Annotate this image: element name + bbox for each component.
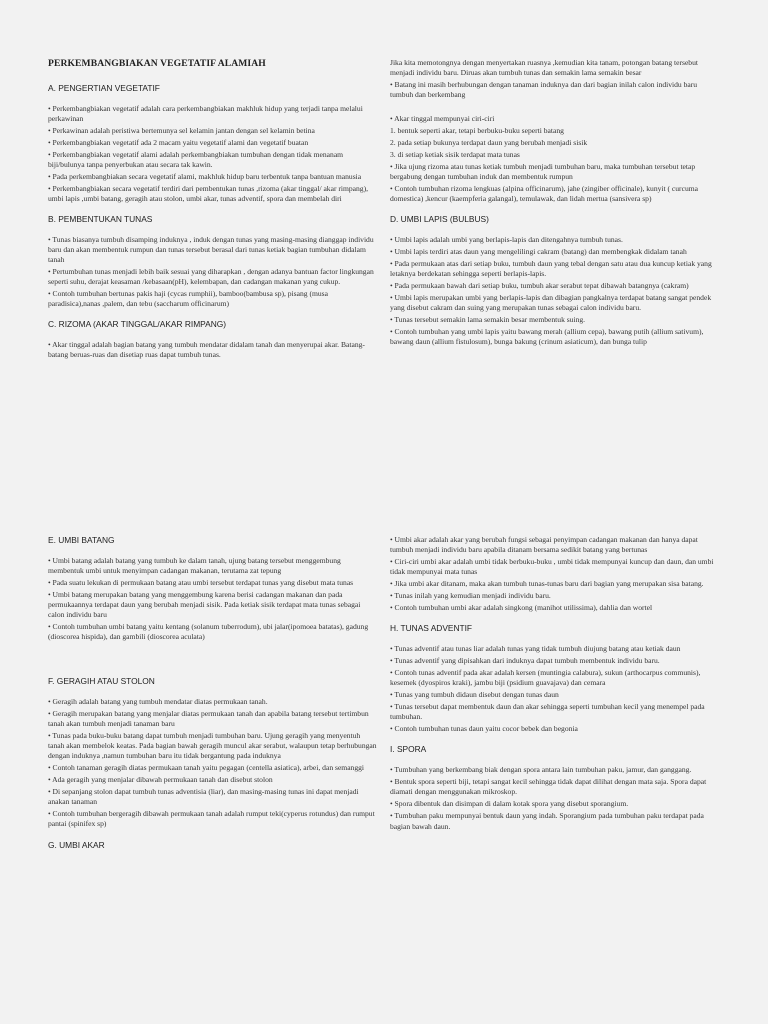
paragraph: • Tunas biasanya tumbuh disamping induknya , induk dengan tunas yang masing-masing dianggap individu baru dan akan membentuk rumpun dan tunas tersebut berasal dari tunas ketiak bagian tumbuhan didalam tanah xyxy=(48,234,374,265)
paragraph: • Umbi lapis terdiri atas daun yang mengelilingi cakram (batang) dan membengkak didalam tanah xyxy=(390,247,687,257)
paragraph: • Pertumbuhan tunas menjadi lebih baik sesuai yang diharapkan , dengan adanya bantuan factor lingkungan seperti suhu, derajat keasaman /kebasaan(pH), kelembapan, dan cadangan makanan yang cukup. xyxy=(48,267,374,287)
paragraph: • Contoh tanaman geragih diatas permukaan tanah yaitu pegagan (centella asiatica), arbei, dan semanggi xyxy=(48,763,365,773)
document-title: PERKEMBANGBIAKAN VEGETATIF ALAMIAH xyxy=(48,58,266,69)
paragraph: • Umbi batang merupakan batang yang menggembung karena berisi cadangan makanan dan pada permukaannya terdapat daun yang berubah menjadi sisik. Pada ketiak sisik terdapat mata tunas sebagai calon individu baru xyxy=(48,590,361,620)
paragraph: • Perkembangbiakan secara vegetatif terdiri dari pembentukan tunas ,rizoma (akar tinggal/ akar rimpang), umbi lapis ,umbi batang, geragih atau stolon, umbi akar, tunas adventif, spora dan membelah diri xyxy=(48,183,369,203)
paragraph: • Perkawinan adalah peristiwa bertemunya sel kelamin jantan dengan sel kelamin betina xyxy=(48,125,315,135)
column-bottom-left xyxy=(48,535,378,861)
paragraph: • Akar tinggal mempunyai ciri-ciri xyxy=(390,114,495,124)
list-item: 2. pada setiap bukunya terdapat daun yang berubah menjadi sisik xyxy=(390,138,588,148)
section-heading-f: F. GERAGIH ATAU STOLON xyxy=(48,676,155,687)
paragraph: • Contoh tunas adventif pada akar adalah kersen (muntingia calabura), sukun (arthocarpus communis), kesemek (dyospiros kraki), jambu biji (psidium guavajava) dan cemara xyxy=(390,668,701,688)
paragraph: • Pada permukaan bawah dari setiap buku, tumbuh akar serabut tepat dibawah batangnya (cakram) xyxy=(390,281,689,291)
paragraph: • Tunas adventif atau tunas liar adalah tunas yang tidak tumbuh diujung batang atau ketiak daun xyxy=(390,644,681,654)
paragraph: • Pada permukaan atas dari setiap buku, tumbuh daun yang tebal dengan satu atau dua kuncup ketiak yang letaknya berdekatan sehingga seperti berlapis-lapis. xyxy=(390,259,712,279)
paragraph: • Tunas inilah yang kemudian menjadi individu baru. xyxy=(390,591,551,601)
list-item: 3. di setiap ketiak sisik terdapat mata tunas xyxy=(390,150,520,160)
paragraph: • Tumbuhan paku mempunyai bentuk daun yang indah. Sporangium pada tumbuhan paku terdapat pada bagian bawah daun. xyxy=(390,811,704,831)
paragraph: • Perkembangbiakan vegetatif ada 2 macam yaitu vegetatif alami dan vegetatif buatan xyxy=(48,137,309,147)
paragraph: • Contoh tumbuhan bergeragih dibawah permukaan tanah adalah rumput teki(cyperus rotundus) dan rumput pantai (spinifex sp) xyxy=(48,809,375,829)
section-heading-e: E. UMBI BATANG xyxy=(48,535,115,545)
section-heading-i: I. SPORA xyxy=(390,744,427,755)
paragraph: • Batang ini masih berhubungan dengan tanaman induknya dan dari bagian inilah calon individu baru tumbuh dan berkembang xyxy=(390,80,698,100)
section-heading-b: B. PEMBENTUKAN TUNAS xyxy=(48,213,153,224)
paragraph: • Akar tinggal adalah bagian batang yang tumbuh mendatar didalam tanah dan menyerupai akar. Batang-batang beruas-ruas dan disetiap ruas dapat tumbuh tunas. xyxy=(48,340,365,360)
section-heading-h: H. TUNAS ADVENTIF xyxy=(390,623,473,634)
paragraph: • Jika umbi akar ditanam, maka akan tumbuh tunas-tunas baru dari bagian yang merupakan sisa batang. xyxy=(390,579,704,589)
paragraph: • Contoh tumbuhan rizoma lengkuas (alpina officinarum), jahe (zingiber officinale), kunyit ( curcuma domestica) ,kencur (kaempferia galangal), temulawak, dan lidah mertua (sansivera sp) xyxy=(390,184,698,204)
paragraph: • Tunas adventif yang dipisahkan dari induknya dapat tumbuh membentuk individu baru. xyxy=(390,656,660,666)
paragraph: • Tunas tersebut dapat membentuk daun dan akar sehingga seperti tumbuhan kecil yang menempel pada tumbuhan. xyxy=(390,702,705,722)
list-item: 1. bentuk seperti akar, tetapi berbuku-buku seperti batang xyxy=(390,126,564,136)
section-heading-c: C. RIZOMA (AKAR TINGGAL/AKAR RIMPANG) xyxy=(48,319,227,330)
paragraph: • Contoh tumbuhan bertunas pakis haji (cycas rumphii), bamboo(bambusa sp), pisang (musa paradisica),nanas ,palem, dan tebu (saccharum officinarum) xyxy=(48,289,328,309)
column-top-left xyxy=(48,58,378,362)
paragraph: • Tumbuhan yang berkembang biak dengan spora antara lain tumbuhan paku, jamur, dan ganggang. xyxy=(390,765,692,775)
paragraph: • Geragih adalah batang yang tumbuh mendatar diatas permukaan tanah. xyxy=(48,697,268,707)
section-heading-a: A. PENGERTIAN VEGETATIF xyxy=(48,82,160,93)
paragraph: • Umbi batang adalah batang yang tumbuh ke dalam tanah, ujung batang tersebut menggembung membentuk umbi untuk menyimpan cadangan makanan, terutama zat tepung xyxy=(48,556,341,576)
column-bottom-right xyxy=(390,535,720,834)
section-heading-d: D. UMBI LAPIS (BULBUS) xyxy=(390,214,489,225)
paragraph: • Umbi akar adalah akar yang berubah fungsi sebagai penyimpan cadangan makanan dan hanya dapat tumbuh menjadi individu baru apabila ditanam bersama sedikit batang yang bertunas xyxy=(390,535,698,555)
section-heading-g: G. UMBI AKAR xyxy=(48,839,105,850)
paragraph: • Di sepanjang stolon dapat tumbuh tunas adventisia (liar), dan masing-masing tunas ini dapat menjadi anakan tanaman xyxy=(48,787,359,807)
paragraph: • Contoh tumbuhan umbi akar adalah singkong (manihot utilissima), dahlia dan wortel xyxy=(390,603,653,613)
paragraph: • Pada perkembangbiakan secara vegetatif alami, makhluk hidup baru terbentuk tanpa bantuan manusia xyxy=(48,171,362,181)
paragraph: • Tunas tersebut semakin lama semakin besar membentuk suing. xyxy=(390,315,586,325)
paragraph: • Perkembangbiakan vegetatif adalah cara perkembangbiakan makhluk hidup yang terjadi tanpa melalui perkawinan xyxy=(48,103,363,123)
paragraph: • Ciri-ciri umbi akar adalah umbi tidak berbuku-buku , umbi tidak mempunyai kuncup dan daun, dan umbi tidak mempunyai mata tunas xyxy=(390,557,714,577)
paragraph: • Umbi lapis adalah umbi yang berlapis-lapis dan ditengahnya tumbuh tunas. xyxy=(390,235,623,245)
paragraph: • Contoh tumbuhan tunas daun yaitu cocor bebek dan begonia xyxy=(390,724,578,734)
paragraph: Jika kita memotongnya dengan menyertakan ruasnya ,kemudian kita tanam, potongan batang tersebut menjadi individu baru. Diruas akan tumbuh tunas dan semakin lama semakin besar xyxy=(390,58,698,78)
paragraph: • Bentuk spora seperti biji, tetapi sangat kecil sehingga tidak dapat dilihat dengan mata saja. Spora dapat diamati dengan menggunakan mikroskop. xyxy=(390,777,707,797)
paragraph: • Pada suatu lekukan di permukaan batang atau umbi tersebut terdapat tunas yang disebut mata tunas xyxy=(48,578,354,588)
paragraph: • Geragih merupakan batang yang menjalar diatas permukaan tanah dan apabila batang tersebut tertimbun tanah akan tumbuh menjadi tanaman baru xyxy=(48,709,369,729)
paragraph: • Contoh tumbuhan yang umbi lapis yaitu bawang merah (allium cepa), bawang putih (allium sativum), bawang daun (allium fistulosum), bunga bakung (crinum asiaticum), dan bunga tulip xyxy=(390,327,704,347)
paragraph: • Jika ujung rizoma atau tunas ketiak tumbuh menjadi tumbuhan baru, maka tumbuhan tersebut tetap bergabung dengan tumbuhan induk dan membentuk rumpun xyxy=(390,162,696,182)
paragraph: • Spora dibentuk dan disimpan di dalam kotak spora yang disebut sporangium. xyxy=(390,799,629,809)
paragraph: • Tunas pada buku-buku batang dapat tumbuh menjadi tumbuhan baru. Ujung geragih yang menyentuh tanah akan membelok keatas. Pada bagian bawah geragih muncul akar serabut, walaupun tetap berhubungan dengan induknya ,namun tumbuhan baru itu tidak bergantung pada induknya xyxy=(48,731,377,761)
paragraph: • Contoh tumbuhan umbi batang yaitu kentang (solanum tuberrodum), ubi jalar(ipomoea batatas), gadung (dioscorea hispida), dan gambili (dioscorea aculata) xyxy=(48,622,369,642)
paragraph: • Tunas yang tumbuh didaun disebut dengan tunas daun xyxy=(390,690,559,700)
paragraph: • Ada geragih yang menjalar dibawah permukaan tanah dan disebut stolon xyxy=(48,775,273,785)
paragraph: • Umbi lapis merupakan umbi yang berlapis-lapis dan dibagian pangkalnya terdapat batang sangat pendek yang disebut cakram dan suing yang merupakan tunas sebagai calon individu baru. xyxy=(390,293,712,313)
column-top-right xyxy=(390,58,720,349)
paragraph: • Perkembangbiakan vegetatif alami adalah perkembangbiakan tumbuhan dengan tidak menanam biji/bulunya tanpa penyerbukan atau secara tak kawin. xyxy=(48,149,344,169)
